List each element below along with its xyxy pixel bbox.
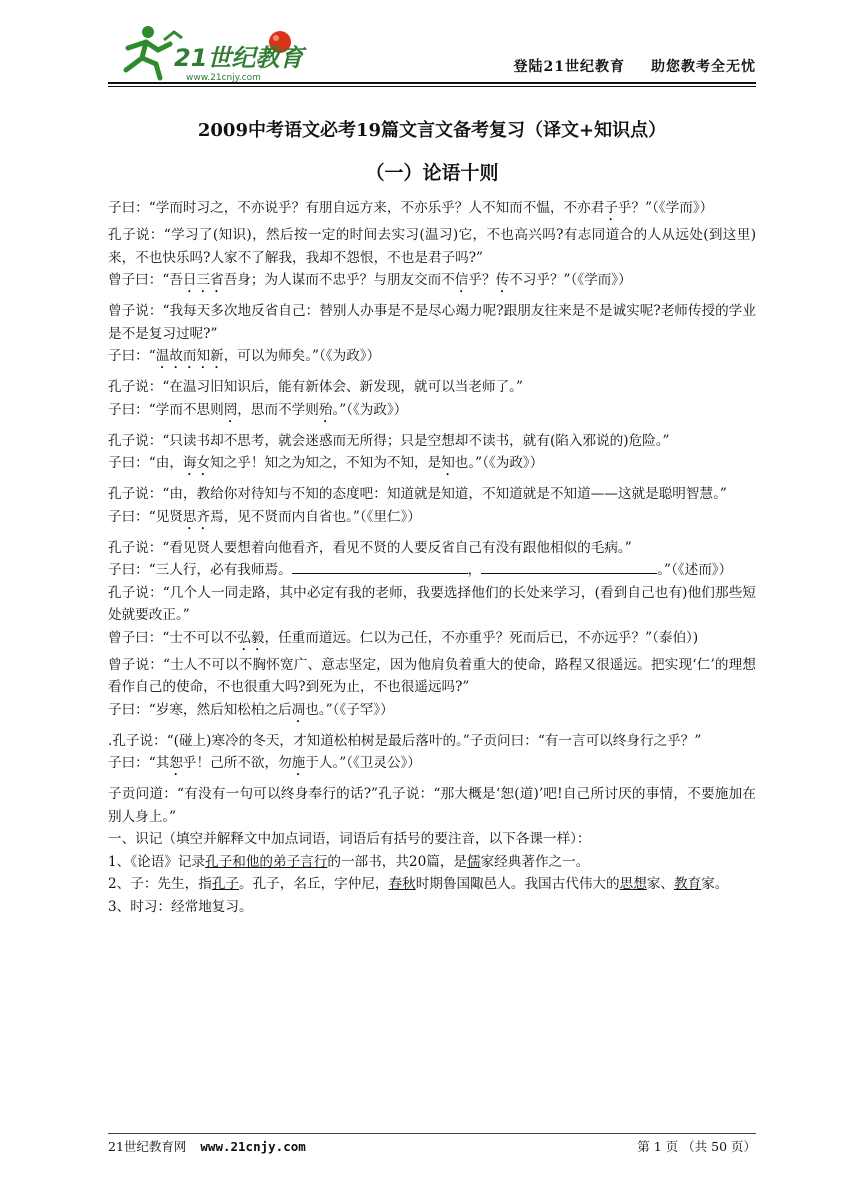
classical-text: 子曰：“见贤思齐焉，见不贤而内自省也。”（《里仁》） bbox=[108, 508, 421, 525]
translation-text: 孔子说：“看见贤人要想着向他看齐，看见不贤的人要反省自己有没有跟他相似的毛病。” bbox=[108, 539, 632, 556]
translation-text: 孔子说：“学习了(知识)，然后按一定的时间去实习(温习)它，不也高兴吗?有志同道合的人从远处(到这里)来，不也快乐吗?人家不了解我，我却不怨恨，不也是君子吗?” bbox=[108, 227, 756, 266]
exercise-item: 3、时习：经常地复习。 bbox=[108, 898, 253, 915]
classical-text: 子曰：“学而时习之，不亦说乎？有朋自远方来，不亦乐乎？人不知而不愠，不亦君子乎？”（《学而》） bbox=[108, 200, 714, 216]
footer-site bbox=[108, 1137, 306, 1155]
header-divider-thin bbox=[108, 86, 756, 87]
translation-text: 孔子说：“由，教给你对待知与不知的态度吧：知道就是知道，不知道就是不知道——这就是聪明智慧。” bbox=[108, 486, 727, 502]
classical-text: 子曰：“学而不思则罔，思而不学则殆。”（《为政》） bbox=[108, 401, 408, 418]
translation-text: .孔子说：“(碰上)寒冷的冬天，才知道松柏树是最后落叶的。”子贡问曰：“有一言可以终身行之乎？” bbox=[108, 732, 702, 749]
document-title: 2009中考语文必考19篇文言文备考复习（译文+知识点） bbox=[197, 120, 667, 141]
exercise-item: 1、《论语》记录孔子和他的弟子言行的一部书，共20篇，是儒家经典著作之一。 bbox=[108, 853, 590, 870]
classical-text: 子曰：“岁寒，然后知松柏之后凋也。”（《子罕》） bbox=[108, 701, 394, 718]
site-logo bbox=[108, 22, 338, 82]
footer-divider bbox=[108, 1133, 756, 1134]
header-slogan bbox=[514, 56, 756, 76]
svg-text:www.21cnjy.com: www.21cnjy.com bbox=[186, 73, 261, 82]
header-divider bbox=[108, 82, 756, 84]
page-header bbox=[108, 22, 756, 84]
classical-text: 曾子曰：“吾日三省吾身；为人谋而不忠乎？与朋友交而不信乎？传不习乎？”（《学而》） bbox=[108, 272, 632, 288]
translation-text: 孔子说：“只读书却不思考，就会迷惑而无所得；只是空想却不读书，就有(陷入邪说的)危险。” bbox=[108, 432, 670, 449]
classical-text: 子曰：“其恕乎！己所不欲，勿施于人。”（《卫灵公》） bbox=[108, 755, 421, 771]
translation-text: 曾子说：“士人不可以不胸怀宽广、意志坚定，因为他肩负着重大的使命，路程又很遥远。把实现‘仁’的理想看作自己的使命，不也很重大吗?到死为止，不也很遥远吗?” bbox=[108, 656, 756, 695]
exercise-heading: 一、识记（填空并解释文中加点词语，词语后有括号的要注音，以下各课一样）： bbox=[108, 831, 591, 847]
page-footer bbox=[108, 1137, 756, 1157]
fill-blank-1[interactable] bbox=[292, 559, 468, 574]
translation-text: 曾子说：“我每天多次地反省自己：替别人办事是不是尽心竭力呢?跟朋友往来是不是诚实呢?老师传授的学业是不是复习过呢?” bbox=[108, 303, 756, 342]
exercise-item: 2、子：先生，指孔子。孔子，名丘，字仲尼，春秋时期鲁国陬邑人。我国古代伟大的思想家、教育家。 bbox=[108, 876, 729, 892]
document-body bbox=[108, 197, 756, 918]
fill-blank-2[interactable] bbox=[481, 559, 657, 574]
classical-text: 曾子曰：“士不可以不弘毅，任重而道远。仁以为己任，不亦重乎？死而后已，不亦远乎？”（泰伯）) bbox=[108, 629, 699, 646]
footer-site-url[interactable]: www.21cnjy.com bbox=[200, 1139, 306, 1154]
slogan-login: 登陆21世纪教育 bbox=[513, 59, 625, 75]
footer-site-name: 21世纪教育网 bbox=[108, 1139, 187, 1154]
classical-text: 子曰：“三人行，必有我师焉。 ， 。”（《述而》） bbox=[108, 559, 756, 582]
classical-text: 子曰：“由，诲女知之乎！知之为知之，不知为不知，是知也。”（《为政》） bbox=[108, 455, 544, 471]
classical-text: 子曰：“温故而知新，可以为师矣。”（《为政》） bbox=[108, 348, 381, 364]
slogan-help: 助您教考全无忧 bbox=[651, 59, 756, 75]
translation-text: 子贡问道：“有没有一句可以终身奉行的话?”孔子说：“那大概是‘恕(道)’吧!自己所讨厌的事情，不要施加在别人身上。” bbox=[108, 786, 756, 825]
section-title: （一）论语十则 bbox=[365, 162, 499, 184]
translation-text: 孔子说：“在温习旧知识后，能有新体会、新发现，就可以当老师了。” bbox=[108, 379, 523, 395]
svg-text:21世纪教育: 21世纪教育 bbox=[174, 44, 304, 72]
translation-text: 孔子说：“几个人一同走路，其中必定有我的老师，我要选择他们的长处来学习，(看到自己也有)他们那些短处就要改正。” bbox=[108, 584, 756, 623]
page-number: 第 1 页 （共 50 页） bbox=[637, 1139, 756, 1154]
